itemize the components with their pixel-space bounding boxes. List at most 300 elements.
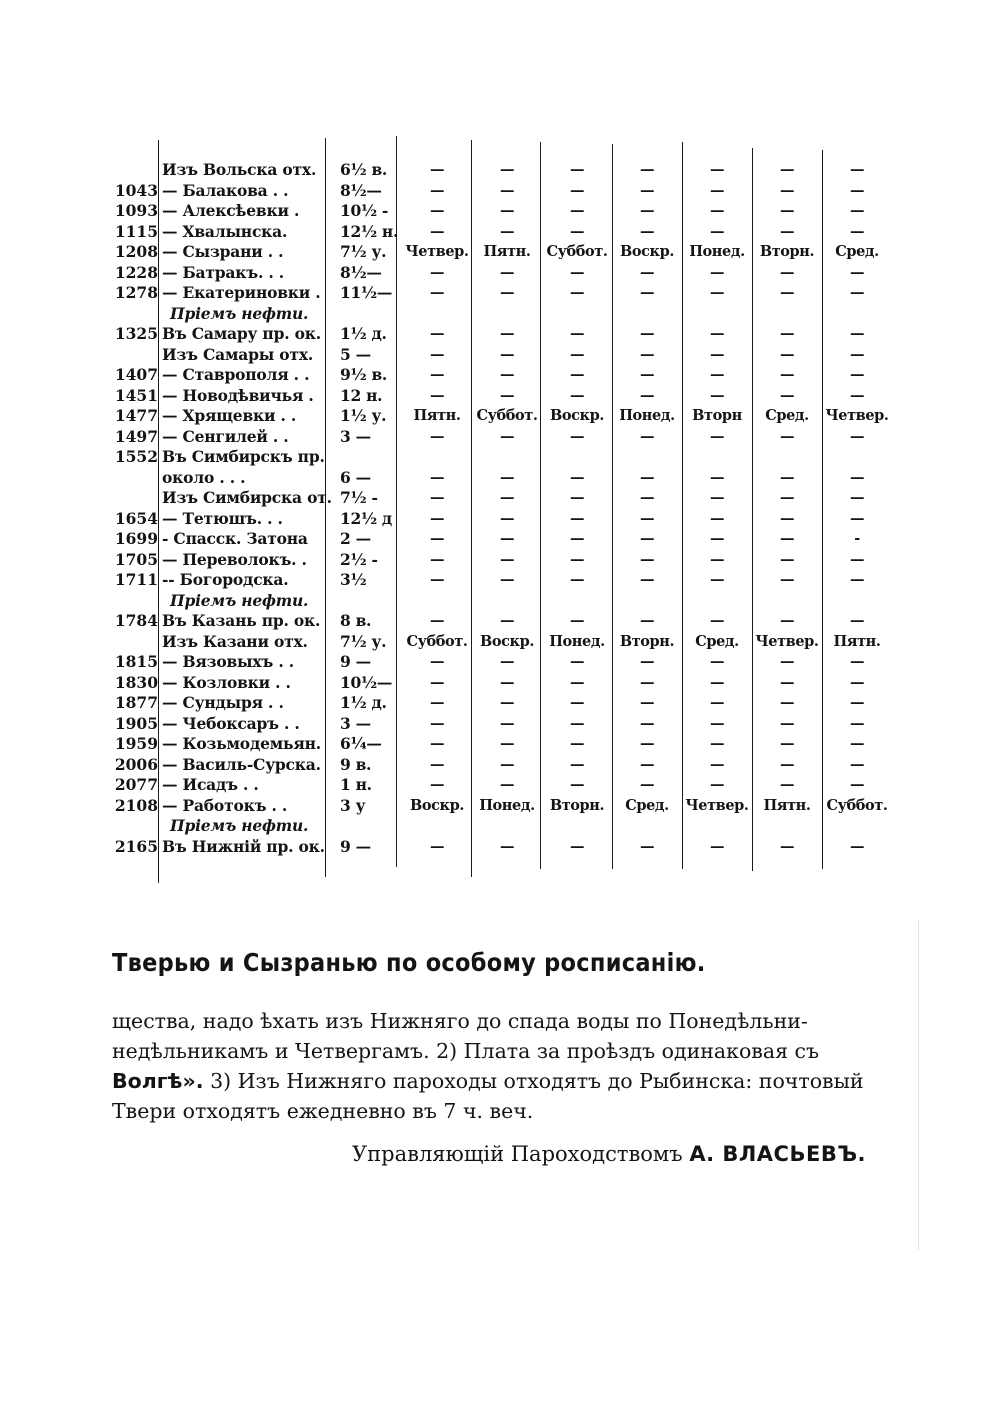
weekday-cell: — — [709, 468, 725, 486]
station-cell: Въ Симбирскъ пр. — [162, 447, 325, 466]
weekday-cell: Сред. — [765, 407, 809, 424]
column-rule — [158, 140, 159, 883]
weekday-cell: — — [429, 694, 445, 711]
station-cell: — Козьмодемьян. — [162, 734, 321, 753]
timetable-row — [112, 632, 902, 653]
weekday-cell — [822, 447, 892, 468]
weekday-cell: — — [779, 366, 795, 383]
weekday-cell: — — [849, 694, 865, 711]
timetable-row — [112, 611, 902, 632]
weekday-cell: — — [779, 468, 795, 486]
time-cell: 3 — — [340, 426, 371, 446]
weekday-cell — [472, 304, 542, 325]
weekday-cell: — — [429, 386, 445, 404]
timetable-row — [112, 714, 902, 735]
time-cell: 10½— — [340, 672, 393, 692]
weekday-cell: Воскр. — [409, 796, 464, 814]
weekday-cell: — — [709, 161, 725, 178]
timetable-row — [112, 693, 902, 714]
weekday-cell: — — [429, 776, 445, 793]
weekday-cell — [402, 591, 472, 612]
weekday-cell: — — [429, 468, 445, 486]
weekday-cell: — — [849, 161, 865, 178]
weekday-cell: — — [849, 755, 865, 773]
weekday-cell — [542, 447, 612, 468]
timetable-row — [112, 837, 902, 858]
weekday-cell: Суббот. — [406, 632, 468, 650]
weekday-cell: — — [639, 366, 655, 383]
station-cell: — Новодѣвичья . — [162, 385, 314, 405]
column-rule — [612, 144, 613, 869]
time-cell: 3 — — [340, 713, 371, 733]
weekday-cell: Понед. — [479, 796, 535, 814]
note-bold-fragment: Волгѣ». — [112, 1069, 204, 1093]
station-cell: — Екатериновки . — [162, 283, 321, 302]
weekday-cell — [752, 447, 822, 468]
timetable-row — [112, 796, 902, 817]
weekday-cell: — — [849, 673, 865, 691]
weekday-cell: — — [709, 714, 725, 732]
weekday-cell — [682, 816, 752, 837]
weekday-cell — [472, 816, 542, 837]
weekday-cell: — — [499, 181, 515, 199]
timetable-row — [112, 406, 902, 427]
weekday-cell: — — [639, 509, 655, 527]
weekday-cell: — — [639, 263, 655, 281]
distance-cell — [112, 591, 158, 612]
weekday-cell: Воскр. — [479, 632, 534, 650]
weekday-cell: — — [569, 427, 585, 445]
weekday-cell: — — [779, 345, 795, 363]
distance-cell: 2165 — [114, 836, 158, 856]
weekday-cell — [682, 591, 752, 612]
weekday-cell — [682, 304, 752, 325]
timetable-row — [112, 324, 902, 345]
station-cell: Изъ Симбирска от. — [162, 488, 332, 507]
weekday-cell: — — [709, 837, 725, 855]
weekday-cell: — — [779, 509, 795, 527]
weekday-cell: — — [709, 550, 725, 568]
weekday-cell: — — [569, 202, 585, 219]
time-cell: 9 — — [340, 652, 371, 671]
station-cell: — Батракъ. . . — [162, 262, 284, 282]
time-cell: 9 в. — [340, 754, 372, 774]
weekday-cell: — — [569, 653, 585, 670]
weekday-cell: — — [639, 427, 655, 445]
weekday-cell: — — [709, 694, 725, 711]
weekday-cell: — — [499, 222, 515, 240]
weekday-cell: Пятн. — [833, 632, 881, 650]
weekday-cell: — — [709, 345, 725, 363]
weekday-cell: — — [779, 571, 795, 588]
time-cell: 12½ н. — [340, 221, 399, 241]
weekday-cell — [472, 591, 542, 612]
station-cell: — Сундыря . . — [162, 693, 284, 712]
distance-cell: 2077 — [114, 775, 158, 794]
weekday-cell: — — [499, 612, 515, 629]
weekday-cell: — — [499, 509, 515, 527]
weekday-cell: — — [569, 509, 585, 527]
weekday-cell: — — [429, 571, 445, 588]
weekday-cell: — — [779, 776, 795, 793]
column-rule — [752, 148, 753, 871]
distance-cell: 1877 — [114, 693, 158, 712]
station-cell: Въ Казань пр. ок. — [162, 611, 321, 630]
weekday-cell: — — [639, 673, 655, 691]
weekday-cell: — — [709, 653, 725, 670]
weekday-cell: — — [849, 612, 865, 629]
weekday-cell: — — [569, 325, 585, 342]
station-cell: — Хрящевки . . — [162, 406, 297, 425]
weekday-cell: — — [569, 714, 585, 732]
time-cell: 7½ - — [340, 488, 378, 507]
weekday-cell: — — [499, 161, 515, 178]
weekday-cell: — — [849, 550, 865, 568]
weekday-cell: — — [779, 837, 795, 855]
weekday-cell: — — [429, 427, 445, 445]
weekday-cell: — — [779, 735, 795, 752]
weekday-cell: — — [499, 325, 515, 342]
weekday-cell: — — [849, 509, 865, 527]
weekday-cell: — — [429, 755, 445, 773]
weekday-cell: — — [709, 325, 725, 342]
column-rule — [471, 140, 472, 877]
weekday-cell: — — [499, 345, 515, 363]
weekday-cell: — — [849, 222, 865, 240]
weekday-cell: — — [639, 714, 655, 732]
distance-cell: 1705 — [114, 549, 158, 569]
weekday-cell: — — [499, 653, 515, 670]
weekday-cell — [402, 816, 472, 837]
station-cell: Изъ Вольска отх. — [162, 160, 317, 179]
station-cell: — Алексѣевки . — [162, 201, 300, 220]
distance-cell — [112, 632, 158, 653]
weekday-cell — [612, 304, 682, 325]
weekday-cell: — — [499, 468, 515, 486]
time-cell — [340, 447, 404, 468]
distance-cell: 1043 — [114, 180, 158, 200]
weekday-cell: — — [429, 509, 445, 527]
weekday-cell: — — [569, 263, 585, 281]
weekday-cell: — — [779, 489, 795, 506]
weekday-cell: Вторн. — [619, 632, 675, 650]
weekday-cell: Пятн. — [763, 796, 811, 814]
weekday-cell — [682, 447, 752, 468]
time-cell: 3 у — [340, 795, 366, 815]
weekday-cell: — — [429, 263, 445, 281]
station-cell: — Переволокъ. . — [162, 549, 307, 569]
station-cell: — Работокъ . . — [162, 795, 288, 815]
station-cell: — Сызрани . . — [162, 242, 284, 261]
timetable-row — [112, 591, 902, 612]
weekday-cell: — — [849, 468, 865, 486]
time-cell: 10½ - — [340, 201, 389, 220]
weekday-cell: — — [569, 735, 585, 752]
weekday-cell: — — [499, 202, 515, 219]
time-cell: 9 — — [340, 836, 371, 856]
weekday-cell: — — [499, 776, 515, 793]
timetable-row — [112, 488, 902, 509]
weekday-cell: — — [849, 653, 865, 670]
footer-title: Тверью и Сызранью по особому росписанію. — [112, 948, 706, 977]
station-cell: — Тетюшъ. . . — [162, 508, 283, 528]
timetable-row — [112, 242, 902, 263]
timetable-row — [112, 386, 902, 407]
weekday-cell: — — [779, 673, 795, 691]
weekday-cell: — — [569, 366, 585, 383]
weekday-cell: — — [639, 612, 655, 629]
weekday-cell: — — [639, 837, 655, 855]
time-cell: 2 — — [340, 529, 371, 548]
weekday-cell: — — [639, 161, 655, 178]
weekday-cell — [822, 591, 892, 612]
weekday-cell: — — [779, 222, 795, 240]
weekday-cell: Вторн. — [549, 796, 605, 814]
weekday-cell: Четвер. — [685, 796, 749, 814]
distance-cell: 1407 — [114, 365, 158, 384]
timetable-row — [112, 447, 902, 468]
weekday-cell: — — [709, 612, 725, 629]
station-cell: Изъ Самары отх. — [162, 344, 314, 364]
timetable-row — [112, 509, 902, 530]
weekday-cell: Пятн. — [483, 243, 531, 260]
weekday-cell: — — [709, 755, 725, 773]
weekday-cell: — — [709, 202, 725, 219]
distance-cell: 1497 — [114, 426, 158, 446]
weekday-cell: — — [569, 345, 585, 363]
weekday-cell: — — [429, 325, 445, 342]
weekday-cell: — — [429, 837, 445, 855]
weekday-cell: — — [569, 161, 585, 178]
weekday-cell — [542, 591, 612, 612]
weekday-cell: Вторн — [692, 407, 742, 424]
distance-cell: 1115 — [114, 221, 158, 241]
timetable-row — [112, 816, 902, 837]
distance-cell — [112, 345, 158, 366]
station-cell: около . . . — [162, 467, 246, 487]
note-line: недѣльникамъ и Четвергамъ. 2) Плата за проѣздъ одинаковая съ — [112, 1039, 820, 1063]
weekday-cell: — — [709, 222, 725, 240]
weekday-cell — [542, 304, 612, 325]
time-cell: 6¼— — [340, 734, 382, 753]
weekday-cell: — — [499, 366, 515, 383]
distance-cell: 2006 — [114, 754, 158, 774]
weekday-cell: — — [709, 386, 725, 404]
timetable-row — [112, 365, 902, 386]
weekday-cell: — — [639, 222, 655, 240]
time-cell: 5 — — [340, 344, 371, 364]
column-rule — [325, 138, 326, 877]
weekday-cell: — — [429, 181, 445, 199]
weekday-cell: — — [499, 489, 515, 506]
weekday-cell: — — [569, 181, 585, 199]
time-cell: 1 н. — [340, 775, 372, 794]
station-cell: — Козловки . . — [162, 672, 291, 692]
signature-name: А. ВЛАСЬЕВЪ. — [689, 1142, 867, 1166]
note-line: Твери отходятъ ежедневно въ 7 ч. веч. — [112, 1099, 534, 1123]
weekday-cell: — — [499, 386, 515, 404]
weekday-cell: — — [849, 837, 865, 855]
weekday-cell: — — [779, 263, 795, 281]
time-cell: 8½— — [340, 262, 382, 282]
weekday-cell: — — [849, 735, 865, 752]
weekday-cell: — — [499, 427, 515, 445]
timetable-row — [112, 263, 902, 284]
time-cell: 1½ д. — [340, 693, 387, 712]
weekday-cell — [612, 816, 682, 837]
weekday-cell: — — [639, 325, 655, 342]
distance-cell: 1699 — [114, 529, 158, 548]
timetable-row — [112, 427, 902, 448]
station-cell: Въ Самару пр. ок. — [162, 324, 321, 343]
weekday-cell: — — [429, 714, 445, 732]
weekday-cell: — — [849, 263, 865, 281]
weekday-cell: — — [429, 673, 445, 691]
weekday-cell — [402, 447, 472, 468]
weekday-cell: — — [849, 202, 865, 219]
timetable-row — [112, 222, 902, 243]
timetable-row — [112, 570, 902, 591]
weekday-cell: — — [849, 714, 865, 732]
time-cell: 12 н. — [340, 385, 383, 405]
weekday-cell: — — [639, 694, 655, 711]
weekday-cell: — — [849, 284, 865, 301]
weekday-cell: — — [709, 284, 725, 301]
weekday-cell: — — [569, 755, 585, 773]
weekday-cell: — — [639, 181, 655, 199]
timetable-row — [112, 201, 902, 222]
weekday-cell: — — [499, 837, 515, 855]
weekday-cell: — — [779, 284, 795, 301]
distance-cell — [112, 304, 158, 325]
weekday-cell: — — [709, 489, 725, 506]
weekday-cell — [822, 816, 892, 837]
station-cell: — Балакова . . — [162, 180, 289, 200]
weekday-cell: — — [639, 202, 655, 219]
distance-cell: 1278 — [114, 283, 158, 302]
weekday-cell: — — [779, 714, 795, 732]
column-rule — [682, 142, 683, 869]
weekday-cell: — — [709, 509, 725, 527]
weekday-cell: — — [779, 530, 795, 547]
weekday-cell: — — [429, 530, 445, 547]
weekday-cell: — — [639, 468, 655, 486]
timetable-row — [112, 181, 902, 202]
weekday-cell: — — [849, 489, 865, 506]
weekday-cell: — — [429, 345, 445, 363]
weekday-cell: — — [639, 755, 655, 773]
weekday-cell: Понед. — [619, 407, 675, 424]
note-fragment: 3) Изъ Нижняго пароходы отходятъ до Рыбинска: почтовый — [203, 1069, 864, 1093]
weekday-cell: Четвер. — [755, 632, 819, 650]
timetable-row — [112, 283, 902, 304]
weekday-cell: — — [639, 489, 655, 506]
weekday-cell: — — [499, 673, 515, 691]
timetable-row — [112, 755, 902, 776]
distance-cell — [112, 488, 158, 509]
oil-intake-note: Пріемъ нефти. — [170, 303, 309, 323]
weekday-cell: — — [849, 427, 865, 445]
weekday-cell: — — [709, 571, 725, 588]
station-cell: - Спасск. Затона — [162, 529, 308, 548]
weekday-cell: — — [429, 284, 445, 301]
weekday-cell: — — [709, 366, 725, 383]
station-cell: Въ Нижній пр. ок. — [162, 836, 325, 856]
distance-cell: 1093 — [114, 201, 158, 220]
weekday-cell: Пятн. — [413, 407, 461, 424]
weekday-cell: Четвер. — [405, 243, 469, 260]
weekday-cell: — — [569, 386, 585, 404]
weekday-cell: Сред. — [835, 243, 879, 260]
distance-cell — [112, 468, 158, 489]
weekday-cell: Четвер. — [825, 407, 889, 424]
weekday-cell: — — [779, 612, 795, 629]
page-edge-rule — [918, 920, 919, 1250]
weekday-cell: — — [429, 222, 445, 240]
signature-prefix: Управляющій Пароходствомъ — [352, 1142, 683, 1166]
oil-intake-note: Пріемъ нефти. — [170, 590, 309, 610]
weekday-cell — [822, 304, 892, 325]
weekday-cell: — — [639, 653, 655, 670]
column-rule — [396, 136, 397, 867]
distance-cell: 1451 — [114, 385, 158, 405]
weekday-cell: — — [779, 181, 795, 199]
weekday-cell — [752, 591, 822, 612]
weekday-cell: — — [499, 735, 515, 752]
weekday-cell: — — [569, 530, 585, 547]
weekday-cell: — — [499, 550, 515, 568]
weekday-cell: — — [639, 776, 655, 793]
time-cell — [340, 304, 404, 325]
weekday-cell: — — [639, 550, 655, 568]
timetable-row — [112, 345, 902, 366]
timetable-row — [112, 160, 902, 181]
weekday-cell: Понед. — [689, 243, 745, 260]
weekday-cell: — — [639, 530, 655, 547]
weekday-cell: — — [569, 284, 585, 301]
weekday-cell: — — [429, 550, 445, 568]
timetable-row — [112, 673, 902, 694]
weekday-cell: — — [779, 386, 795, 404]
time-cell: 3½ — [340, 570, 367, 589]
weekday-cell: — — [499, 284, 515, 301]
weekday-cell: — — [779, 427, 795, 445]
time-cell — [340, 816, 404, 837]
distance-cell: 1552 — [114, 447, 158, 466]
timetable-row — [112, 468, 902, 489]
timetable-row — [112, 550, 902, 571]
station-cell: — Ставрополя . . — [162, 365, 310, 384]
weekday-cell: Воскр. — [619, 243, 674, 260]
weekday-cell: — — [569, 571, 585, 588]
time-cell: 6½ в. — [340, 160, 388, 179]
distance-cell — [112, 160, 158, 181]
column-rule — [822, 150, 823, 869]
weekday-cell — [612, 591, 682, 612]
weekday-cell: Воскр. — [549, 407, 604, 424]
distance-cell: 1959 — [114, 734, 158, 753]
weekday-cell: — — [639, 735, 655, 752]
timetable-row — [112, 734, 902, 755]
weekday-cell: — — [709, 735, 725, 752]
distance-cell: 1784 — [114, 611, 158, 630]
time-cell — [340, 591, 404, 612]
distance-cell — [112, 816, 158, 837]
timetable-row — [112, 304, 902, 325]
weekday-cell: — — [639, 386, 655, 404]
notes-paragraph — [112, 1006, 912, 1126]
weekday-cell: — — [499, 530, 515, 547]
